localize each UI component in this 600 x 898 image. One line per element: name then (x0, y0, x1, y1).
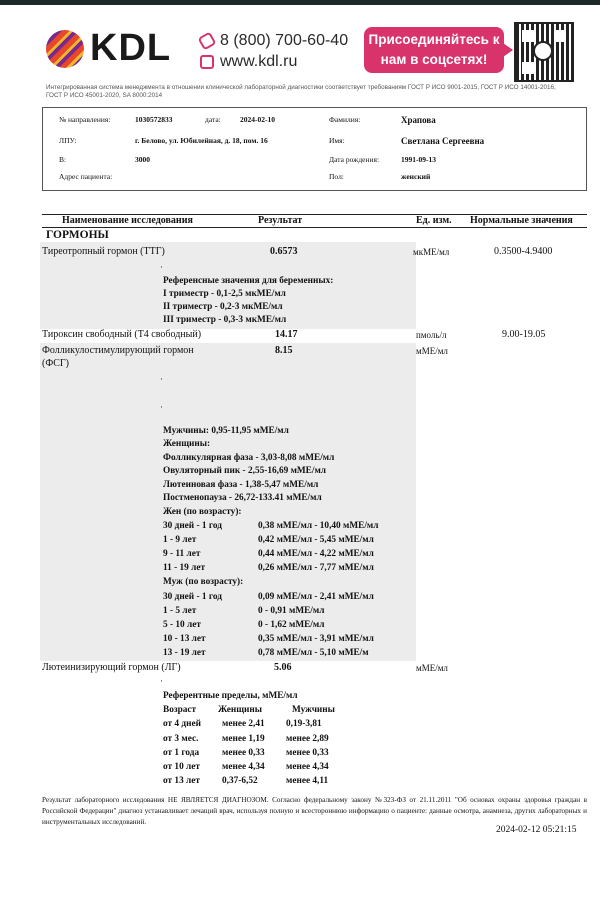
logo-text: KDL (90, 27, 172, 69)
test-units: пмоль/л (416, 330, 447, 340)
sex-label: Пол: (329, 172, 344, 181)
lh-ref-cell: от 1 года (163, 748, 200, 758)
fsh-women-title: Женщины: (163, 439, 211, 449)
fsh-women-line: Фолликулярная фаза - 3,03-8,08 мМЕ/мл (163, 453, 335, 463)
website-link[interactable]: www.kdl.ru (220, 53, 298, 70)
contact-block (200, 30, 348, 72)
surname-label: Фамилия: (329, 115, 361, 124)
lh-ref-cell: 0,19-3,81 (286, 719, 322, 729)
test-result: 14.17 (275, 329, 298, 340)
results-table-header (42, 214, 587, 228)
lh-ref-cell: менее 4,34 (222, 762, 265, 772)
patient-info-box (42, 107, 587, 191)
fsh-female-age-title: Жен (по возрасту): (163, 507, 242, 517)
fsh-male-age-title: Муж (по возрасту): (163, 577, 244, 587)
qr-logo-icon (533, 41, 553, 61)
test-units: мкМЕ/мл (413, 247, 450, 257)
address-label: Адрес пациента: (59, 172, 113, 181)
section-title: ГОРМОНЫ (46, 229, 109, 241)
age-range: 0 - 1,62 мМЕ/мл (258, 620, 325, 630)
lh-ref-head: Мужчины (292, 705, 335, 715)
tsh-ref-line: II триместр - 0,2-3 мкМЕ/мл (163, 302, 283, 312)
fsh-women-line: Постменопауза - 26,72-133.41 мМЕ/мл (163, 493, 322, 503)
dob-value: 1991-09-13 (401, 155, 436, 164)
v-value: 3000 (135, 155, 150, 164)
lh-ref-cell: менее 0,33 (286, 748, 329, 758)
test-normal: 0.3500-4.9400 (494, 246, 553, 257)
fsh-women-line: Лютеиновая фаза - 1,38-5,47 мМЕ/мл (163, 480, 319, 490)
phone-number[interactable]: 8 (800) 700-60-40 (220, 32, 349, 49)
age-range: 0,78 мМЕ/мл - 5,10 мМЕ/м (258, 648, 369, 658)
age-label: 9 - 11 лет (163, 549, 201, 559)
monitor-icon (200, 55, 214, 69)
tsh-ref-line: Референсные значения для беременных: (163, 276, 334, 286)
lpu-value: г. Белово, ул. Юбилейная, д. 18, пом. 16 (135, 136, 268, 145)
age-label: 10 - 13 лет (163, 634, 206, 644)
lh-ref-cell: от 13 лет (163, 776, 200, 786)
age-label: 30 дней - 1 год (163, 521, 222, 531)
test-name-cont: (ФСГ) (42, 358, 70, 369)
age-label: 1 - 9 лет (163, 535, 197, 545)
lh-ref-cell: менее 2,89 (286, 734, 329, 744)
referral-number: 1030572833 (135, 115, 173, 124)
lh-ref-cell: 0,37-6,52 (222, 776, 258, 786)
age-label: 11 - 19 лет (163, 563, 206, 573)
lpu-label: ЛПУ: (59, 136, 77, 145)
dob-label: Дата рождения: (329, 155, 380, 164)
dot-mark: · (160, 676, 163, 686)
surname-value: Храпова (401, 115, 436, 125)
dot-mark: · (160, 402, 163, 412)
lh-ref-cell: менее 1,19 (222, 734, 265, 744)
lh-ref-head: Женщины (218, 705, 263, 715)
certification-text: Интегрированная система менеджмента в отношении клинической лабораторной диагностики соответствует требованиям ГОСТ Р ИСО 9001-2015, ГОСТ Р ИСО 14001-2016, ГОСТ Р ИСО 45001-2020, SA 8000:2014 (46, 84, 556, 99)
lh-ref-cell: от 10 лет (163, 762, 200, 772)
disclaimer: Результат лабораторного исследования НЕ ЯВЛЯЕТСЯ ДИАГНОЗОМ. Согласно федеральному закону №323-ФЗ от 21.11.2011 "Об основах охраны здоровья граждан в Российской Федерации" диагноз устанавливает лечащий врач, используя полную и всестороннюю информацию о пациенте: данные осмотра, анамнеза, других лабораторных и инструментальных исследований. (42, 796, 587, 826)
age-label: 5 - 10 лет (163, 620, 201, 630)
lh-ref-cell: от 3 мес. (163, 734, 199, 744)
age-range: 0,42 мМЕ/мл - 5,45 мМЕ/мл (258, 535, 374, 545)
test-normal: 9.00-19.05 (502, 329, 546, 340)
age-range: 0,09 мМЕ/мл - 2,41 мМЕ/мл (258, 592, 374, 602)
age-range: 0,35 мМЕ/мл - 3,91 мМЕ/мл (258, 634, 374, 644)
age-label: 30 дней - 1 год (163, 592, 222, 602)
lh-ref-title: Референтные пределы, мМЕ/мл (163, 691, 298, 701)
join-social-banner[interactable]: Присоединяйтесь к нам в соцсетях! (364, 27, 504, 73)
name-label: Имя: (329, 136, 345, 145)
top-bar (0, 0, 600, 5)
fsh-men: Мужчины: 0,95-11,95 мМЕ/мл (163, 426, 289, 436)
tsh-ref-line: III триместр - 0,3-3 мкМЕ/мл (163, 315, 287, 325)
test-name: Фолликулостимулирующий гормон (42, 345, 194, 356)
date-label: дата: (205, 115, 221, 124)
age-range: 0 - 0,91 мМЕ/мл (258, 606, 325, 616)
logo-mark-icon (46, 30, 84, 68)
test-units: мМЕ/мл (416, 346, 448, 356)
age-label: 1 - 5 лет (163, 606, 197, 616)
test-name: Лютеинизирующий гормон (ЛГ) (42, 662, 181, 673)
test-result: 5.06 (274, 662, 292, 673)
test-name: Тироксин свободный (Т4 свободный) (42, 329, 202, 340)
age-label: 13 - 19 лет (163, 648, 206, 658)
col-units: Ед. изм. (416, 215, 452, 226)
print-timestamp: 2024-02-12 05:21:15 (496, 825, 577, 835)
col-result: Результат (258, 215, 303, 226)
test-result: 0.6573 (270, 246, 298, 257)
phone-icon (197, 31, 216, 50)
col-normal: Нормальные значения (470, 215, 573, 226)
tsh-ref-line: I триместр - 0,1-2,5 мкМЕ/мл (163, 289, 286, 299)
test-units: мМЕ/мл (416, 663, 448, 673)
lh-ref-cell: менее 4,11 (286, 776, 329, 786)
test-result: 8.15 (275, 345, 293, 356)
sex-value: женский (401, 172, 431, 181)
lh-ref-cell: менее 2,41 (222, 719, 265, 729)
kdl-logo (46, 27, 196, 70)
lh-ref-cell: менее 4,34 (286, 762, 329, 772)
referral-date: 2024-02-10 (240, 115, 275, 124)
name-value: Светлана Сергеевна (401, 136, 485, 146)
lh-ref-head: Возраст (163, 705, 197, 715)
lh-ref-cell: от 4 дней (163, 719, 201, 729)
lh-ref-cell: менее 0,33 (222, 748, 265, 758)
col-test: Наименование исследования (62, 215, 193, 226)
fsh-women-line: Овуляторный пик - 2,55-16,69 мМЕ/мл (163, 466, 327, 476)
v-label: В: (59, 155, 67, 164)
test-name: Тиреотропный гормон (ТТГ) (42, 246, 165, 257)
age-range: 0,44 мМЕ/мл - 4,22 мМЕ/мл (258, 549, 374, 559)
age-range: 0,38 мМЕ/мл - 10,40 мМЕ/мл (258, 521, 379, 531)
referral-label: № направления: (59, 115, 111, 124)
dot-mark: · (160, 262, 163, 272)
age-range: 0,26 мМЕ/мл - 7,77 мМЕ/мл (258, 563, 374, 573)
dot-mark: · (160, 374, 163, 384)
